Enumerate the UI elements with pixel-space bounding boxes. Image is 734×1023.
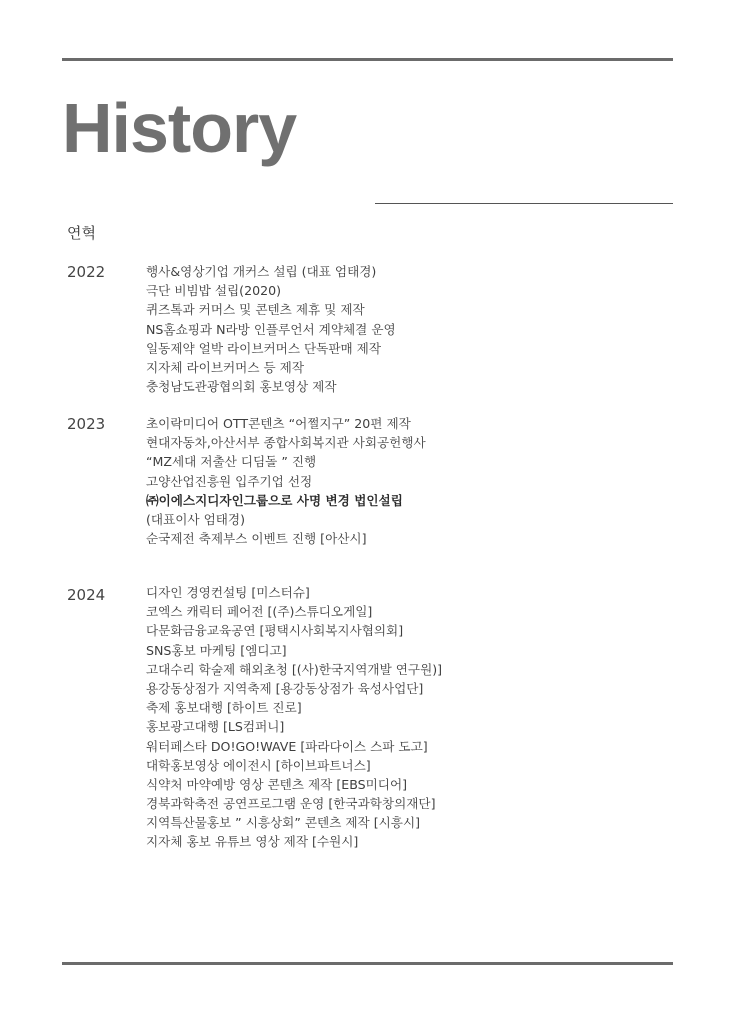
history-item: 홍보광고대행 [LS컴퍼니] — [146, 719, 285, 735]
top-divider — [62, 58, 673, 61]
history-item: 퀴즈톡과 커머스 및 콘텐츠 제휴 및 제작 — [146, 302, 365, 318]
history-item: 고대수리 학술제 해외초청 [(사)한국지역개발 연구원)] — [146, 661, 443, 677]
history-item: 지자체 홍보 유튜브 영상 제작 [수원시] — [146, 834, 359, 850]
history-item: 고양산업진흥원 입주기업 선정 — [146, 473, 313, 489]
history-item: 대학홍보영상 에이전시 [하이브파트너스] — [146, 757, 371, 773]
page-title: History — [62, 89, 297, 167]
history-item: 극단 비빔밥 설립(2020) — [146, 283, 282, 299]
history-item: 충청남도관광협의회 홍보영상 제작 — [146, 379, 337, 395]
history-item: SNS홍보 마케팅 [엠디고] — [146, 642, 287, 658]
history-item: 코엑스 캐릭터 페어전 [(주)스튜디오게일] — [146, 604, 373, 620]
history-item: “MZ세대 저출산 디딤돌 ” 진행 — [146, 454, 317, 470]
history-item: 축제 홍보대행 [하이트 진로] — [146, 700, 302, 716]
history-item: (대표이사 엄태경) — [146, 511, 245, 527]
history-item: 순국제전 축제부스 이벤트 진행 [아산시] — [146, 531, 367, 547]
history-item: 디자인 경영컨설팅 [미스터슈] — [146, 585, 310, 600]
history-list-2022 — [146, 262, 396, 396]
title-underline — [375, 203, 673, 204]
history-item: 다문화금융교육공연 [평택시사회복지사협의회] — [146, 623, 404, 639]
history-item: 일동제약 얼박 라이브커머스 단독판매 제작 — [146, 340, 381, 356]
history-item: 경북과학축전 공연프로그램 운영 [한국과학창의재단] — [146, 796, 436, 812]
history-item: 행사&영상기업 개커스 설립 (대표 엄태경) — [146, 264, 377, 279]
history-list-2023 — [146, 414, 426, 548]
year-label-2022: 2022 — [67, 263, 106, 281]
bottom-divider — [62, 962, 673, 965]
history-item: 식약처 마약예방 영상 콘텐츠 제작 [EBS미디어] — [146, 776, 408, 792]
history-item: 용강동상점가 지역축제 [용강동상점가 육성사업단] — [146, 680, 424, 696]
history-item: NS홈쇼핑과 N라방 인플루언서 계약체결 운영 — [146, 321, 396, 337]
history-item: 현대자동차,아산서부 종합사회복지관 사회공헌행사 — [146, 435, 426, 451]
history-item: 초이락미디어 OTT콘텐츠 “어쩔지구” 20편 제작 — [146, 416, 411, 431]
history-item: 지역특산물홍보 ” 시흥상회” 콘텐츠 제작 [시흥시] — [146, 815, 421, 831]
history-list-2024 — [146, 583, 442, 852]
section-subtitle: 연혁 — [67, 224, 96, 242]
year-label-2024: 2024 — [67, 586, 106, 604]
year-label-2023: 2023 — [67, 415, 106, 433]
history-item: 워터페스타 DO!GO!WAVE [파라다이스 스파 도고] — [146, 738, 428, 754]
history-item: 지자체 라이브커머스 등 제작 — [146, 359, 304, 375]
history-item-highlight: ㈜이에스지디자인그룹으로 사명 변경 법인설립 — [146, 492, 403, 508]
